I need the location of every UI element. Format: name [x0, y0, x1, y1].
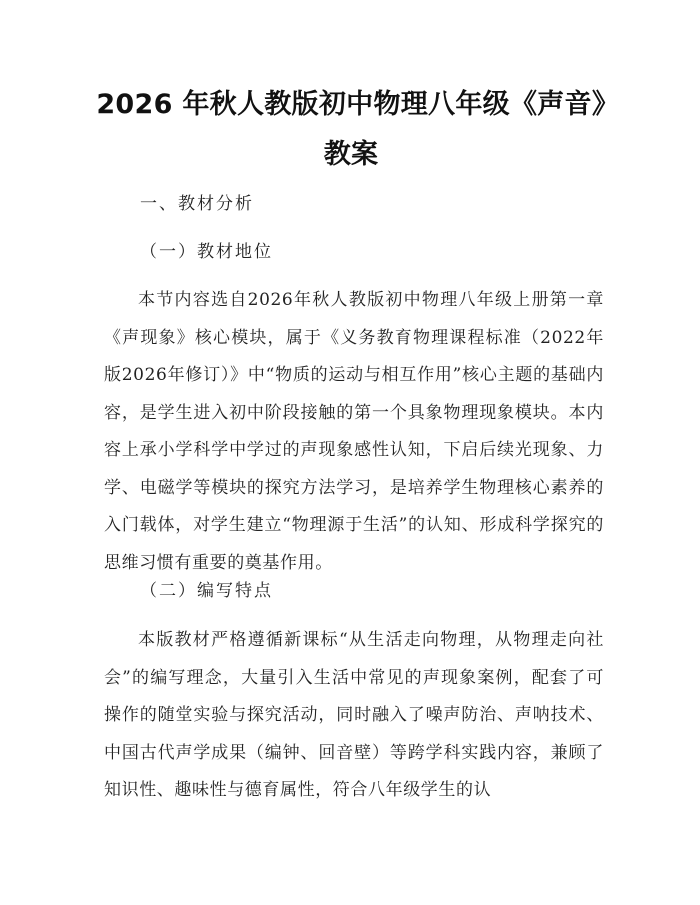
- subsection-heading-textbook-position: （一）教材地位: [140, 242, 273, 262]
- paragraph-writing-features: 本版教材严格遵循新课标“从生活走向物理，从物理走向社会”的编写理念，大量引入生活中常见的声现象案例，配套了可操作的随堂实验与探究活动，同时融入了噪声防治、声呐技术、中国古代声学成果（编钟、回音壁）等跨学科实践内容，兼顾了知识性、趣味性与德育属性，符合八年级学生的认: [104, 630, 604, 800]
- section-heading-textbook-analysis: 一、教材分析: [140, 194, 254, 214]
- document-title: 2026 年秋人教版初中物理八年级《声音》教案: [96, 89, 606, 170]
- paragraph-textbook-position: 本节内容选自2026年秋人教版初中物理八年级上册第一章《声现象》核心模块，属于《义务教育物理课程标准（2022年版2026年修订）》中“物质的运动与相互作用”核心主题的基础内容，是学生进入初中阶段接触的第一个具象物理现象模块。本内容上承小学科学中学过的声现象感性认知，下启后续光现象、力学、电磁学等模块的探究方法学习，是培养学生物理核心素养的入门载体，对学生建立“物理源于生活”的认知、形成科学探究的思维习惯有重要的奠基作用。: [104, 290, 604, 573]
- subsection-heading-writing-features: （二）编写特点: [140, 581, 273, 601]
